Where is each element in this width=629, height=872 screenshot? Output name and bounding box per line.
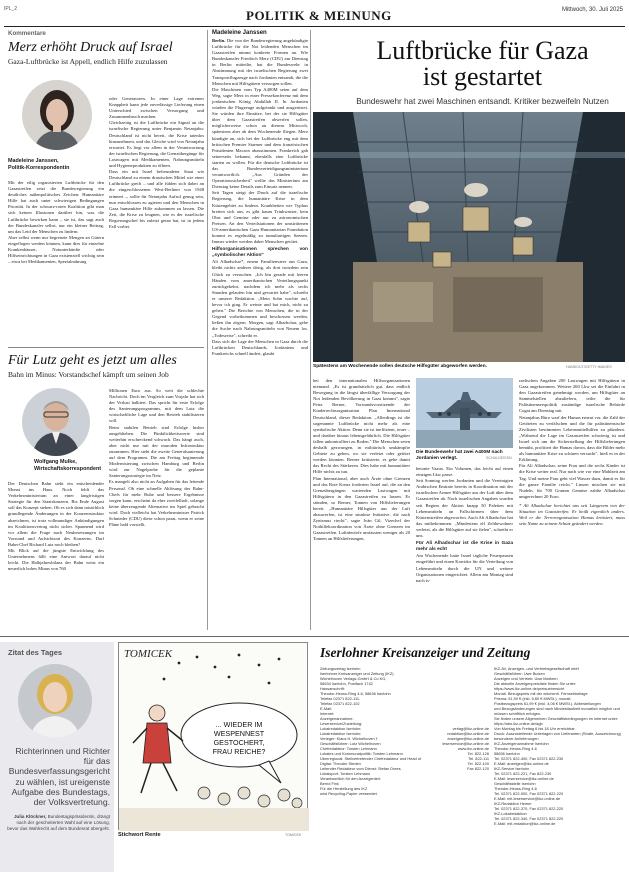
imprint-line: Verleger: Klaus H. Wichelhoven † [320, 736, 378, 741]
quote-source-name: Julia Klöckner, [13, 814, 47, 819]
imprint-line: Sie finden unsere Allgemeinen Geschäftsbedingungen im Internet unter: [494, 716, 619, 721]
paragraph: oder Generatoren. In einer Lage extremer Knappheit kann jede zuverlässige Lieferung einen Unterschied zwischen Versorgung und Zusammenbruch machen. [109, 96, 204, 120]
plane-credit: SCHULDEISSN [486, 456, 512, 460]
paragraph: Aber selbst wenn nur begrenzte Mengen an Gütern eingeflogen werden können, kann dies für einzelne Krankenhäuser, Notunterkünfte oder Hilfseinrichtungen in Gaza existenziell wichtig sein – etwa bei Medikamenten, Spezialnahrung [8, 234, 104, 265]
imprint-line: Tel. 02371 822-400, Fax 02371 822-230 [494, 756, 564, 761]
paragraph: Seit Tagen steigt der Druck auf die israelische Regierung, die humanitäre Krise in dem Küstengebiet zu lindern. Krankheiten wie Typhus breiten sich aus, es gibt kaum Trinkwasser, kein Obst und Gemüse oder nur zu astronomischen Preisen. An den Verteilstationen der umstrittenen US-amerikanischen Gaza Humanitarian Foundation kommt es regelmäßig zu tumultartigen Szenen. Immer wieder werden dabei Menschen getötet. [212, 190, 308, 245]
column-rule [310, 30, 311, 630]
imprint-line: Lokales und Kommunalpolitik: Torsten Lehmann [320, 751, 403, 756]
imprint-line: Überregional: Stellvertretender Chefredakteur und Head of Digital: Theodor Steden [320, 756, 421, 766]
imprint-line: Verantwortlich für den Anzeigenteil: [320, 776, 381, 781]
quote-portrait [18, 664, 92, 738]
imprint-line: Druck: Auszustellende Unterlagen von Lieferanten (Strafe, Auszeichnung) besonderer Anlieferungen [494, 731, 621, 741]
commentary2-subhead: Bahn im Minus: Vorstandschef kämpft um seinen Job [8, 370, 169, 379]
imprint-line: Tel. 02371 822-500, Fax 02371 822-220 [494, 791, 564, 796]
imprint-line: Postbezugspreis 61,99 € (inkl. 4,06 € MWSt.). Abbestellungen [494, 701, 601, 706]
imprint-line: Tel. 822-126 [467, 751, 489, 756]
paragraph: Mit der eilig organisierten Luftbrücke für den Gazastreifen setzt die Bundesregierung ein deutliches außenpolitisches Zeichen: Humanitäre Hilfe hat auch unter schwierigen Bedingungen Priorität. In der schwarz-roten Koalition gibt man sich keinen Illusionen darüber hin, was die Luftbrücke bewirken kann – sie ist, das sagt auch der Bundeskanzler selbst, nur ein kleiner Beitrag, um das Leid der Menschen zu lindern. [8, 180, 104, 234]
commentary2-column-1 [8, 481, 104, 572]
paragraph: Es mangelt also nicht an Aufgaben für das leitende Personal. Ob eine schnelle Ablösung des Bahn-Chefs für mehr Ruhe und bessere Ergebnisse sorgen kann, erscheint da eher zweifelhaft, solange keine überzeugende Alternative ins Spiel gebracht wird. Doch vielleicht hat Verkehrsminister Patrick Schnieder (CDU) diese schon parat, wenn er seine Pläne bald vorstellt. [109, 479, 204, 528]
imprint-line: Leitender Redakteur vom Dienst: Stefan Drees [320, 766, 401, 771]
imprint-line: Lokalredaktion Iserlohn: [320, 731, 362, 736]
imprint-line: Chefredakteur: Torsten Lehmann [320, 746, 377, 751]
cartoon [118, 642, 308, 830]
article-footnote: * Ali Alhadschar berichtet uns seit Längerem von der Situation im Gazastreifen. Er heißt eigentlich anders. Weil er die Terrororganisation Hamas kritisiert, muss sein Name zu seinem Schutz geändert werden. [519, 502, 625, 527]
paragraph: Gleichzeitig ist die Luftbrücke ein Signal an die israelische Regierung unter Benjamin Netanjahu: Deutschland ist nicht bereit, die Krise tatenlos hinzunehmen, und das Gleiche wird von Netanjahu erwartet. Es liegt vor allem in der Verantwortung der israelischen Regierung, die Grenzübergänge für Lastwagen mit Medikamenten, Nahrungsmitteln und Hygieneprodukten zu öffnen. [109, 120, 204, 169]
quote-source [4, 814, 110, 831]
cartoon-credit: TOMICEK [285, 833, 302, 837]
plane-caption: Die Bundeswehr hat zwei A400M nach Jordanien verlegt. [416, 450, 503, 461]
paragraph: betonte Vaaux. Ein Volumen, das leicht auf einen einzigen Lkw passe. [416, 466, 513, 478]
paragraph: Dass ein mit Israel befreundeter Staat wie Deutschland zu einem drastischen Mittel wie einer Luftbrücke greift – und alle fühlen sich dabei an die eingeschlossenen West-Berliner von 1948 erinnert –, sollte für Netanjahu Aufruf genug sein, nun entschlossen zu agieren und den Menschen in Gaza humanitäre Hilfe zukommen zu lassen. Die Zeit, die Krise zu leugnen, wie es der israelische Regierungschef bis zuletzt getan hat, ist in jedem Fall vorbei. [109, 169, 204, 229]
imprint-line: Wichelhoven Verlags-GmbH & Co KG, [320, 676, 387, 681]
author-mulke-name: Wolfgang Mulke, [34, 459, 77, 465]
article-byline: Madeleine Janssen [212, 30, 267, 36]
imprint-line: wird Recycling-Papier verwendet. [320, 791, 378, 796]
imprint-line: Prisma: 51,90 € (inkl. 5,60 € MWSt.), monatl. [494, 696, 572, 701]
imprint-line: Lokalredaktion Iserlohn: [320, 726, 362, 731]
imprint-line: Die aktuelle Anzeigenpreisliste finden Sie unter: [494, 681, 577, 686]
author-portrait-mulke [22, 388, 90, 456]
portrait-mulke-image [22, 388, 90, 456]
imprint-line: Theodor-Heuss-Ring 4-6 [494, 746, 537, 751]
imprint-right [494, 666, 625, 826]
imprint-line: Geschäftsführer: Lutz Wichelhoven [320, 741, 381, 746]
headline-line-1: Luftbrücke für Gaza [376, 36, 589, 65]
bottom-separator [0, 636, 629, 637]
article-headline [340, 38, 625, 90]
newspaper-logo: Iserlohner Kreisanzeiger und Zeitung [320, 645, 531, 660]
imprint-line: Lokalsport: Torsten Lehmann [320, 771, 371, 776]
imprint-line: Tel. 822-100 [467, 761, 489, 766]
imprint-line: 58636 Iserlohn [494, 751, 520, 756]
article-column-3 [416, 466, 513, 584]
article-subheading: Hilfsorganisationen sprechen von „symbolischer Aktion" [212, 247, 308, 259]
cartoon-speech-line-2: WESPENNEST [213, 729, 265, 738]
paragraph: Die Maschinen vom Typ A400M seien auf dem Weg, sagte Merz in einer Pressekonferenz mit dem jordanischen König Abdullah II. In Jordanien würden die Flugzeuge aufgetankt und ausgerüstet. Sie würden ihre Einsätze, bei der sie Hilfsgüter über dem Gazastreifen abwerfen sollen, möglicherweise schon an diesem Mittwoch, spätestens aber ab dem Wochenende fliegen. Merz kündigte an, sich bei der Luftbrücke eng mit dem britischen Premier Starmer und dem französischen Präsidenten Macron abzustimmen. Frankreich gab seinerseits bekannt, ebenfalls eine Luftbrücke starten zu wollen. Für die deutsche Luftbrücke ist das Bundesverteidigungsministerium verantwortlich. „Aus Gründen der Operationssicherheit" wollte das Ministerium am Dienstag keine Details zum Einsatz nennen. [212, 86, 308, 190]
imprint-line: www.ikz-online.de [457, 746, 489, 751]
imprint-line: Geschäftsstelle Iserlohn [494, 781, 536, 786]
imprint-line: Telefax 02371 822-102 [320, 701, 360, 706]
commentary2-headline: Für Lutz geht es jetzt um alles [8, 353, 177, 368]
imprint-line: Anzeigen und Vertrieb: Uwe Mathern [494, 676, 558, 681]
article-subhead: Bundeswehr hat zwei Maschinen entsandt. Kritiker bezweifeln Nutzen [356, 97, 609, 106]
imprint-line: Tel. 02371 822-370, Fax 02371 822-220 [494, 806, 564, 811]
imprint-line: IKZ-AV, Anzeigen- und Vertriebsgesellschaft mbH [494, 666, 580, 671]
author-janssen-role: Politik-Korrespondentin [8, 164, 70, 171]
paragraph: Seit Sonntag werfen Jordanien und die Vereinigten Arabischen Emirate bereits in Koordination mit der israelischen Armee Hilfsgüter aus der Luft über dem Gazastreifen ab. Nach israelischen Angaben wurden seit Beginn der Aktion knapp 50 Paletten mit Lebensmitteln an Fallschirmen über dem Küstenstreifen abgeworfen. Auch Ali Alhadschar hat das mitbekommen. „Mindestens elf Zeltbewohner verletzt, als die Hilfsgüter auf sie fielen", schreibt er uns. [416, 478, 513, 539]
cartoon-drawing [119, 643, 309, 831]
imprint-line: Tel. 822-111 [468, 756, 489, 761]
portrait-janssen-image [22, 80, 92, 150]
imprint-line: Monatl. Bezugspreis mit der wöchentl. Fernsehbeilage [494, 691, 588, 696]
article-column-2 [313, 378, 410, 543]
separator [8, 347, 204, 348]
quote-text: Richterinnen und Richter für das Bundesverfassungsgericht zu wählen, ist ureigenste Aufgabe des Bundestags, der Volksvertretung. [8, 746, 110, 808]
quote-box [0, 642, 114, 872]
quote-title: Zitat des Tages [8, 648, 63, 657]
imprint-line: Leserservice/Zustellung: [320, 721, 363, 726]
imprint-line: Anzeigenannahme: [320, 716, 354, 721]
imprint-line: redaktion@ikz-online.de [447, 731, 489, 736]
a400m-photo [416, 378, 513, 448]
imprint-line: IKZ-Service Iserlohn [494, 766, 530, 771]
imprint-line: Theodor-Heuss-Ring 4-6 [494, 786, 537, 791]
paragraph: Für Ali Alhadschar, seine Frau und die sechs Kinder ist die Krise weiter real. Nur nach wie vor eine Mahlzeit am Tag. Und meine Frau geht viel Wasser dazu, damit es für die ganze Familie reicht." Linsen mischen sie mit Nudeln, für 700 Gramm Gemüse zahlte Alhadschar umgerechnet 20 Euro. [519, 463, 625, 499]
masthead [0, 0, 629, 26]
cartoon-signature: TOMICEK [124, 648, 173, 660]
imprint-line: anzeigen@ikz-online.de [447, 736, 489, 741]
paragraph: Dass sich die Lage der Menschen in Gaza durch die Luftbrücken Deutschlands, Jordaniens und Frankreichs schnell ändert, glaubt [212, 338, 308, 356]
cartoon-speech-line-1: ... WIEDER IM [215, 720, 263, 729]
imprint-line: Zeitungsverlag Iserlohn [320, 666, 361, 671]
photo-caption: Spätestens am Wochenende sollen deutsche Hilfsgüter abgeworfen werden. [313, 364, 487, 369]
paragraph [212, 38, 308, 87]
author-portrait-janssen [22, 80, 92, 150]
imprint-line: E-Mail: [320, 706, 333, 711]
quote-portrait-image [18, 664, 92, 738]
imprint-line: Tel. 02371 822-340, Fax 02371 822-220 [494, 816, 564, 821]
author-janssen-name: Madeleine Janssen, [8, 158, 59, 164]
imprint-line: leserservice@ikz-online.de [442, 741, 489, 746]
article-photo-parachutes [313, 112, 625, 362]
cartoon-speech-line-4: FRAU REICHE? [212, 747, 266, 756]
cartoon-speech-line-3: GESTOCHERT, [213, 738, 265, 747]
commentary-kicker: Kommentare [8, 30, 46, 37]
dateline: Berlin. [212, 38, 226, 43]
paragraph: bei den internationalen Hilfsorganisationen niemand. „Es ist grundsätzlich gut, dass endlich Bewegung in die längst überfällige Versorgung der Not leidenden Bevölkerung in Gaza kommt", sagte Petra Berner, Vorstandsvorsitzende der Kinderrechtsorganisation Plan International Deutschland, dieser Redaktion. „Allerdings ist die sogenannte Luftbrücke nicht mehr als eine symbolische Aktion. Denn sie ist ineffizient, teuer – und darüber hinaus lebensgefährlich. Die Hilfsgüter fallen unkontrolliert zu Boden." Die Menschen seien deshalb gezwungen, in militärisch umkämpfte Gebiete zu gehen, wo sie verletzt oder getötet werden könnten. Berner kritisierte, es gehe damit das Recht des Stärkeren. Dies habe mit humanitärer Hilfe nichts zu tun. [313, 378, 410, 475]
imprint-contacts [434, 726, 489, 771]
page-code: IPL_2 [4, 6, 18, 12]
article-column-4 [519, 378, 625, 527]
imprint-line: Telefax 02371 822-111, [320, 696, 361, 701]
paragraph: Mit Blick auf die jüngste Entwicklung des Unternehmens fällt eine Antwort darauf nicht leicht. Die Halbjahresbilanz der Bahn weist ein neuerlich hohes Minus von 760 [8, 548, 104, 572]
headline-line-2: ist gestartet [422, 62, 543, 91]
imprint-line: Fax 822-120 [467, 766, 489, 771]
commentary-column-2 [109, 96, 204, 230]
imprint-line: verlag@ikz-online.de [452, 726, 489, 731]
article-subheading-2: Für Ali Alhadschar ist die Krise in Gaza mehr als echt [416, 541, 513, 553]
cartoon-title: Stichwort Rente [118, 832, 161, 838]
paragraph: Netanjahus Büro warf der Hamas erneut vor, die Zahl der Getöteten zu verfälschen und die für palästinensische Zivilisten bestimmten Lebensmittelhilfen zu plündern. „Während die Lage im Gazastreifen schwierig ist und Israel sich um die Sicherstellung der Hilfslieferungen bemüht, profitiert die Hamas davon, dass die Bilder mehr als humanitäre Krise zu schüren versucht", hieß es in der Erklärung. [519, 414, 625, 463]
author-janssen [8, 158, 108, 171]
imprint-line: Für die Herstellung des IKZ [320, 786, 368, 791]
imprint-line: Geschäftsführer: Uwe Butzen [494, 671, 545, 676]
imprint-line: https://abo.ikz-online.de/agb [494, 721, 543, 726]
paragraph: Plan International, aber auch Ärzte ohne Grenzen und das Rote Kreuz forderten Israel auf, die an den Grenzübergängen wartenden Lastwagen mit Hilfsgütern in den Gazastreifen zu lassen. Es stünden, so Berner, Tonnen von Hilfslieferungen bereit. „Humanitäre Hilfsgüter aus der Luft abzuwerfen, ist eine sinnlose Initiative, die nach Zynismus riecht", sagte Iván Gil, Vizechef der Nothilfekoordination von Ärzte ohne Grenzen im Gazastreifen. Luftabwürfe umfassten weniger als 20 Tonnen an Hilfslieferungen, [313, 475, 410, 542]
imprint-line: E-Mail: mit-redaktion@ikz-online.de [494, 821, 556, 826]
paragraph: Beim stabilen Betrieb sind Erfolge bisher ausgeblieben. Die Pünktlichkeitswerte sind weiterhin erschreckend schwach. Das hängt auch, aber nicht nur mit der maroden Infrastruktur zusammen. Hier steht die zweite Generalsanierung auf dem Programm. Die am Freitag beginnende Modernisierung zwischen Hamburg und Berlin wird zur Nagelprobe für die geplante Sanierungsstrategie im Netz. [109, 424, 204, 479]
imprint-line: Hausanschrift: [320, 686, 345, 691]
imprint-line: Internet: [320, 711, 335, 716]
imprint-line: Von Montag bis Freitag 6 bis 18 Uhr erreichbar. [494, 726, 576, 731]
column-rule [207, 30, 208, 630]
imprint-line: IKZ-Anzeigenannahme Iserlohn [494, 741, 549, 746]
commentary-headline: Merz erhöht Druck auf Israel [8, 40, 173, 55]
parachute-photo [313, 112, 625, 362]
imprint-left [320, 666, 430, 796]
section-title: POLITIK & MEINUNG [246, 8, 392, 23]
imprint-line: Tel. 02371 822-221, Fax 822-230 [494, 771, 552, 776]
paragraph: Millionen Euro aus. So weit die schlechte Nachricht. Doch im Vergleich zum Vorjahr hat sich der Verlust halbiert. Das spricht für erste Erfolge des Sanierungsprogramms, mit dem Lutz die wirtschaftliche Lage und den Betrieb stabilisieren will. [109, 388, 204, 424]
imprint-line: IKZ-Redaktion Hemer [494, 801, 532, 806]
issue-date: Mittwoch, 30. Juli 2025 [561, 7, 623, 13]
imprint-line: IKZ-Lokalredaktion [494, 811, 527, 816]
imprint-line: 58634 Iserlohn, Postfach 1742 [320, 681, 373, 686]
paragraph: raelischen Angaben 200 Lastwagen mit Hilfsgütern in Gaza angekommen. Weitere 260 Lkw sei die Einfahrt in den Gazastreifen genehmigt worden, um Hilfsgüter an Sammelstellen abzuliefern, teilte die für Palästinenserspolitik zuständige israelische Behörde Cogat am Dienstag mit. [519, 378, 625, 414]
paragraph: Ali Alhadschar*, einem Familienvater aus Gaza, bleibt nichts anderes übrig, als dort trotzdem sein Glück zu versuchen. „Ich bin gerade mit leeren Händen vom amerikanischen Verteilungspunkt zurückgekehrt, nachdem ich mehr als sechs Stunden gelaufen bin und gewartet habe", schreibt er unserer Redaktion. „Mein Sohn wachte auf, bevor ich ging. Er weinte und bat mich, nicht zu gehen." Die Berichte von Menschen, die in der Gegend vorbeikommen und beschossen werden, ließen ihn zögern. Morgen, sagt Alhadschar, gehe die Suche nach Nahrungsmitteln von Neuem los. „Todesreise", schreibt er. [212, 259, 308, 338]
imprint-line: und Bezugsänderungen sind nach Mindestlaufzeit monatlich möglich und müssen schriftlich erfolgen. [494, 706, 620, 716]
paragraph: Am Wochenende hatte Israel tägliche Feuerpausen eingeführt und einen Korridor für die Verteilung von Lebensmitteln durch die UN und weitere Organisationen eingerichtet. Allein am Montag sind nach is- [416, 553, 513, 583]
imprint-line: E-Mail: mit-leserservice@ikz-online.de [494, 796, 561, 801]
paragraph: Der Deutschen Bahn steht ein entscheidender Monat ins Haus. Noch fehlt das Verkehrsministerium an einer langfristigen Strategie für den Staatskonzern. Bis Ende August soll das Konzept stehen. Ob es sich dann tatsächlich grundlegende Änderungen in der Konzernstruktur abzeichnen, ist trotz vollmundiger Ankündigungen im Koalitionsvertrag nicht sicher. Spannend wird vor allem die Frage nach Neubesetzungen im Vorstand und Aufsichtsrat des Konzerns. Darf Bahn-Chef Richard Lutz noch bleiben? [8, 481, 104, 547]
author-mulke-role: Wirtschaftskorrespondent [34, 465, 102, 472]
imprint-line: E-Mail: leserservice@ikz-online.de [494, 776, 554, 781]
imprint-line: E-Mail: anzeigen@ikz-online.de [494, 761, 549, 766]
paragraph-text: Die von der Bundesregierung angekündigte Luftbrücke für die Not leidenden Menschen im Gazastreifen nimmt konkrete Formen an. Wie Bundeskanzler Friedrich Merz (CDU) am Dienstag in Berlin mitteilte, hat die Bundeswehr in Abstimmung mit der israelischen Regierung zwei Transportflugzeuge nach Jordanien entsandt, die die Menschen mit Hilfsgütern versorgen sollen. [212, 38, 308, 86]
commentary-subhead: Gaza-Luftbrücke ist Appell, endlich Hilfe zuzulassen [8, 57, 168, 66]
imprint-line: Iserlohner Kreisanzeiger und Zeitung (IKZ) [320, 671, 394, 676]
quote-source-text: Bundestagspräsidentin, drängt nach der gescheiterten Wahl auf eine Lösung, bevor das Wahlrecht auf dem Bundesrat übergeht. [7, 814, 110, 831]
commentary-column-1 [8, 180, 104, 265]
photo-credit: HANDOUT/GETTY IMAGES [566, 365, 612, 369]
masthead-rule [4, 26, 625, 27]
imprint-line: Theodor-Heuss-Ring 4-6, 58636 Iserlohn [320, 691, 391, 696]
article-column-1 [212, 38, 308, 357]
article-photo-a400m [416, 378, 513, 448]
imprint-line: Bernd Fink [320, 781, 339, 786]
commentary2-column-2 [109, 388, 204, 528]
imprint-line: https://www.ikz-online.de/preisuebersicht [494, 686, 565, 691]
